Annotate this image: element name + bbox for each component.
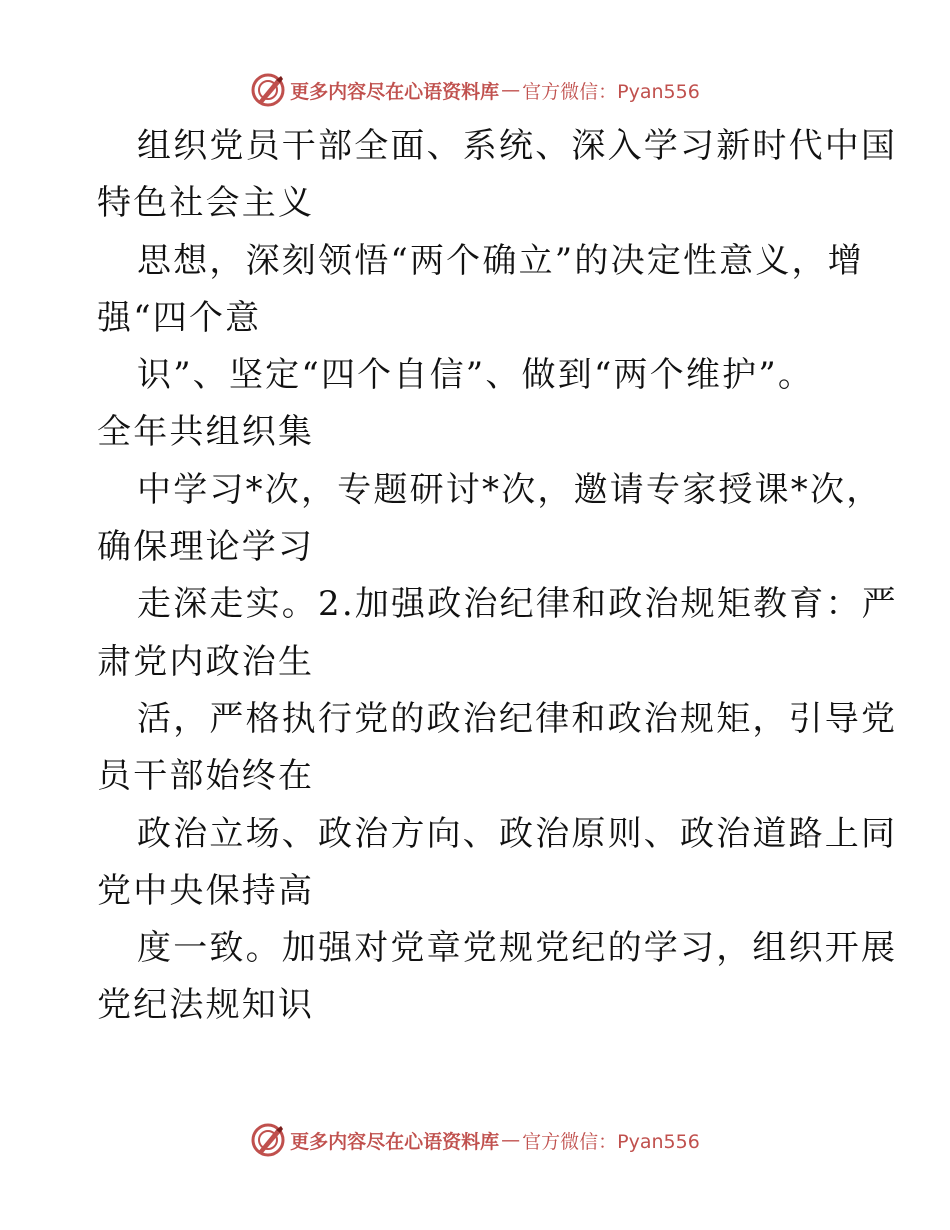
footer-banner	[0, 1120, 950, 1160]
header-banner	[0, 70, 950, 110]
body-line: 员干部始终在	[97, 756, 315, 797]
footer-wechat-text: 官方微信：Pyan556	[522, 1130, 700, 1153]
header-site-text: 更多内容尽在心语资料库	[290, 80, 500, 103]
header-separator: —	[501, 79, 521, 101]
body-line: 组织党员干部全面、系统、深入学习新时代中国	[137, 126, 898, 166]
body-line: 特色社会主义	[97, 183, 315, 224]
body-line: 政治立场、政治方向、政治原则、政治道路上同	[137, 813, 898, 854]
header-wechat-text: 官方微信：Pyan556	[522, 80, 700, 103]
body-line: 肃党内政治生	[97, 641, 315, 682]
body-line: 党纪法规知识	[97, 985, 315, 1026]
body-line: 活，严格执行党的政治纪律和政治规矩，引导党	[137, 698, 898, 739]
pen-logo-icon	[250, 72, 286, 108]
body-line: 确保理论学习	[97, 527, 315, 568]
document-body	[97, 118, 898, 1035]
body-line: 思想，深刻领悟“两个确立”的决定性意义，增	[137, 240, 864, 281]
body-line: 党中央保持高	[97, 870, 315, 911]
footer-site-text: 更多内容尽在心语资料库	[290, 1130, 500, 1153]
body-line: 强“四个意	[97, 297, 262, 338]
body-line: 识”、坚定“四个自信”、做到“两个维护”。	[137, 355, 815, 396]
body-line: 走深走实。2.加强政治纪律和政治规矩教育：严	[137, 584, 898, 625]
pen-logo-icon	[250, 1122, 286, 1158]
footer-separator: —	[501, 1129, 521, 1151]
body-line: 全年共组织集	[97, 412, 315, 453]
body-line: 中学习*次，专题研讨*次，邀请专家授课*次，	[137, 469, 883, 510]
body-line: 度一致。加强对党章党规党纪的学习，组织开展	[137, 928, 898, 969]
